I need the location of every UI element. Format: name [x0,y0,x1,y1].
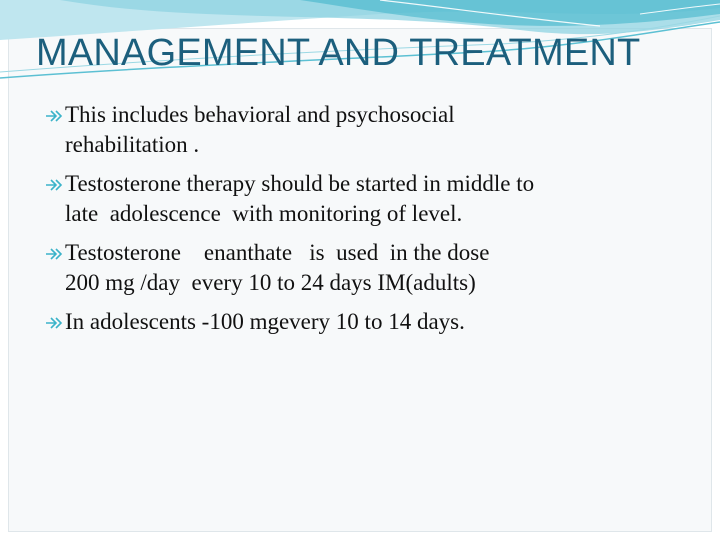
bullet-text: In adolescents -100 mgevery 10 to 14 days. [65,309,465,334]
list-item [44,238,694,298]
arrow-bullet-icon [44,176,64,194]
bullet-text: This includes behavioral and psychosocial rehabilitation . [65,102,455,157]
list-item [44,100,694,160]
bullet-text: Testosterone therapy should be started in middle to late adolescence with monitoring of level. [65,171,535,226]
arrow-bullet-icon [44,107,64,125]
arrow-bullet-icon [44,314,64,332]
bullet-text: Testosterone enanthate is used in the dose 200 mg /day every 10 to 24 days IM(adults) [65,240,490,295]
arrow-bullet-icon [44,245,64,263]
bullet-list [44,100,694,346]
slide-title: MANAGEMENT AND TREATMENT [36,32,641,74]
list-item [44,307,694,337]
list-item [44,169,694,229]
